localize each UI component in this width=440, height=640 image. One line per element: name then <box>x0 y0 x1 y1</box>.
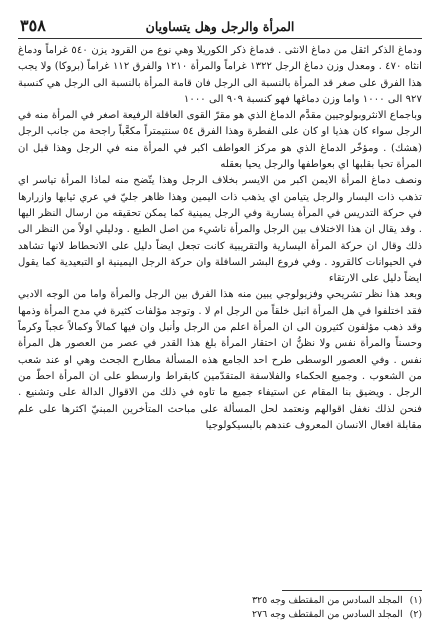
paragraph: ونصف دماغ المرأة الايمن اكبر من الايسر بخلاف الرجل وهذا يتّضح منه لماذا المرأة تياسر اي تذهب ذات اليسار والرجل يتيامن اي يذهب ذات اليمين وهذا ظاهر جليّ في عري ثيابها وازرارها في حركة التدريس في المرأة يسارية وفي الرجل يمينية كما يمكن تحقيقه من ارسال النظر اليها . وقد يقال ان هذا الاختلاف بين الرجل والمرأة ناشيء من اصل الطبع . ودليلي اولاً من النظر الى ذلك وقال ان حركة المرأة اليسارية والتقريبية كانت تجعل ايضاً دليل على الانحطاط لانها تشاهد في الحيوانات كالقرود . وفي فروع البشر السافلة وان حركة الرجل اليمينية او التبعيدية كما يقول ايضاً دليل على الارتقاء <box>18 175 422 285</box>
body-text <box>18 43 422 434</box>
footnote <box>18 608 422 622</box>
running-title: المرأة والرجل وهل يتساويان <box>145 18 295 34</box>
footnote-text: المجلد السادس من المقتطف وجه ٢٧٦ <box>252 609 403 620</box>
footnote-text: المجلد السادس من المقتطف وجه ٣٢٥ <box>252 595 403 606</box>
page-number: ٣٥٨ <box>20 16 46 35</box>
footnote-mark: (٢) <box>409 609 422 620</box>
book-page <box>18 14 422 626</box>
footnote <box>18 594 422 608</box>
footnotes <box>18 590 422 622</box>
paragraph: ودماغ الذكر اثقل من دماغ الانثى . فدماغ ذكر الكوريلا وهي نوع من القرود يزن ٥٤٠ غراماً ودماغ انثاه ٤٧٠ . ومعدل وزن دماغ الرجل ١٣٢٢ غراماً والمرأة ١٢١٠ والفرق ١١٢ غراماً (بروكا) ولا يجب هذا الفرق على صغر قد المرأة بالنسبة الى الرجل فان قامة المرأة بالنسبة الى الرجل هي كنسبة ٩٢٧ الى ١٠٠٠ واما وزن دماغها فهو كنسبة ٩٠٩ الى ١٠٠٠ <box>18 45 423 105</box>
paragraph: وبعد هذا نظر تشريحي وفزيولوجي يبين منه هذا الفرق بين الرجل والمرأة واما من الوجه الادبي فقد اختلفوا في هل المرأة انبل خلقاً من الرجل ام لا . وتوجد مؤلفات كثيرة في مدح المرأة وذمها وقد ذهب مؤلفون كثيرون الى ان المرأة اعلم من الرجل وأنبل وان فيها كمالاً وكمالاً عجباً وكرماً وحسناً والمرأة نفس ولا نظنُّ ان احتقار المرأة بلغ هذا القدر في عصر من العصور هل المرأة نفس . وفي العصور الوسطى طرح احد الجامع هذه المسألة مطارح الجحث وهي او عند شعب من الشعوب . وجميع الحكماء والفلاسفة المتقدّمين كابقراط وارسطو على ان المرأة احطّ من الرجل . ويضيق بنا المقام عن استيفاء جميع ما تاوه في ذلك من الاقوال الدالة على وتشنيع . فنحن لذلك نغفل اقوالهم ونعتمد لحل المسألة على مباحث المتأخرين المبنيّ اكثرها على علم مقابلة افعال الانسان المعروف عندهم بالبسيكولوجيا <box>18 289 422 431</box>
footnote-divider <box>282 590 422 591</box>
footnote-mark: (١) <box>409 595 422 606</box>
page-header <box>18 14 422 39</box>
paragraph: وباجماع الانثروبولوجيين مقدَّم الدماغ الذي هو مقرّ القوى العاقلة الرفيعة اصغر في المرأة منه في الرجل سواء كان هذيا او كان على الفطرة وهذا الفرق ٥٤ سنتيمتراً مكعَّباً راجحة من جانب الرجل (هشك) . ومؤخّر الدماغ الذي هو مركز العواطف اكبر في المرأة منه في الرجل وهذا قبل ان المرأة تحيا بقلبها اي بعواطفها والرجل يحيا بعقله <box>18 110 422 171</box>
